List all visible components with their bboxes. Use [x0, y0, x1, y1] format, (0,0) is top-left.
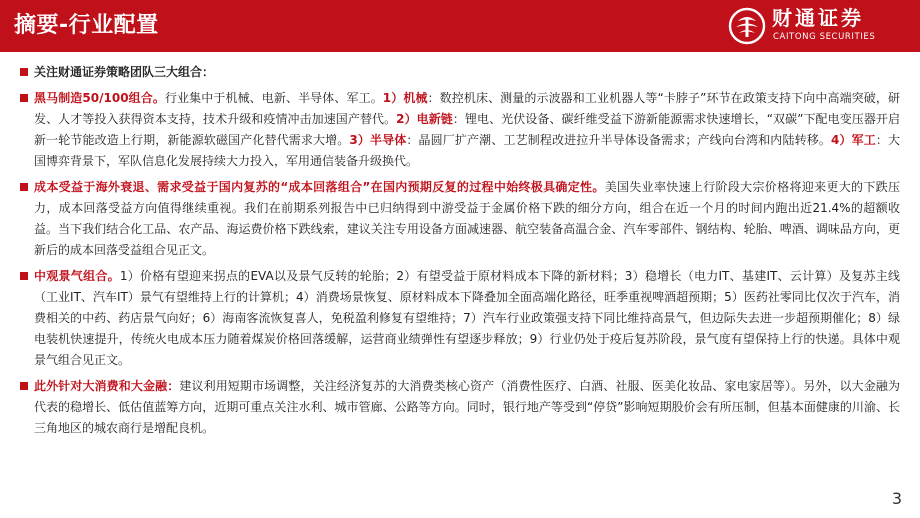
caitong-logo-icon — [728, 7, 766, 45]
bullet-item-cost-decline — [20, 177, 900, 261]
bullet-text: ：晶圆厂扩产潮、工艺制程改进拉升半导体设备需求；产线向台湾和内陆转移。 — [406, 133, 831, 147]
summary-content — [20, 62, 900, 444]
bullet-square-icon — [20, 382, 28, 390]
bullet-text: ：大国博弈背景下，军队信息化发展持续大力投入，军用通信装备升级换代。 — [34, 133, 900, 168]
bullet-text: 1）价格有望迎来拐点的EVA以及景气反转的轮胎；2）有望受益于原材料成本下降的新材料；3）稳增长（电力IT、基建IT、云计算）及复苏主线（工业IT、汽车IT）景气有望维持上行的计算机；4）消费场景恢复、原材料成本下降叠加全面高端化路径，旺季重视啤酒超预期；5）医药社零同比仅次于汽车，消费相关的中药、药店景气向好；6）海南客流恢复喜人，免税盈利修复有望维持；7）汽车行业政策强支持下同比维持高景气，但边际失去进一步超预期催化；8）绿电装机快速提升，传统火电成本压力随着煤炭价格回落缓解，运营商业绩弹性有望逐步释放；9）行业仍处于疫后复苏阶段，景气度有望保持上行的快递。具体中观景气组合见正文。 — [34, 269, 900, 367]
bullet-item-consumption-finance — [20, 376, 900, 439]
logo-chinese-name: 财通证券 — [772, 6, 864, 30]
bullet-item-groups — [20, 62, 900, 83]
caitong-logo — [728, 5, 898, 47]
bullet-lead: 黑马制造50/100组合。 — [34, 91, 165, 105]
bullet-text: 建议利用短期市场调整，关注经济复苏的大消费类核心资产（消费性医疗、白酒、社服、医美化妆品、家电家居等）。另外，以大金融为代表的稳增长、低估值蓝筹方向，近期可重点关注水利、城市管廊、公路等方向。同时，银行地产等受到“停贷”影响短期股价会有所压制，但基本面健康的川渝、长三角地区的城农商行是增配良机。 — [34, 379, 900, 435]
bullet-item-meso-prosperity — [20, 266, 900, 371]
keyword-machinery: 1）机械 — [382, 91, 428, 105]
bullet-text: ：数控机床、测量的示波器和工业机器人等“卡脖子”环节在政策支持下向中高端突破，研发、人才等投入获得资本支持，技术升级和疫情冲击加速国产替代。 — [34, 91, 900, 126]
bullet-text: 美国失业率快速上行阶段大宗价格将迎来更大的下跌压力，成本回落受益方向值得继续重视。我们在前期系列报告中已归纳得到中游受益于金属价格下跌的细分方向，组合在近一个月的时间内跑出近21.4%的超额收益。当下我们结合化工品、农产品、海运费价格下跌线索，建议关注专用设备方面减速器、航空装备高温合金、汽车零部件、钢结构、轮胎、啤酒、调味品方向，更新后的成本回落受益组合见正文。 — [34, 180, 900, 257]
bullet-lead: 关注财通证券策略团队三大组合： — [34, 65, 215, 79]
bullet-lead: 此外针对大消费和大金融： — [34, 379, 180, 393]
bullet-text: ：锂电、光伏设备、碳纤维受益下游新能源需求快速增长，“双碳”下配电变压器开启新一轮节能改造上行期，新能源软磁国产化替代需求大增。 — [34, 112, 900, 147]
page-number: 3 — [891, 489, 902, 508]
bullet-lead: 中观景气组合。 — [34, 269, 120, 283]
bullet-text: 行业集中于机械、电新、半导体、军工。 — [164, 91, 383, 105]
bullet-lead: 成本受益于海外衰退、需求受益于国内复苏的“成本回落组合”在国内预期反复的过程中始终极具确定性。 — [34, 180, 605, 194]
bullet-square-icon — [20, 94, 28, 102]
logo-english-name: CAITONG SECURITIES — [773, 32, 876, 42]
bullet-square-icon — [20, 68, 28, 76]
header-bar — [0, 0, 920, 52]
keyword-semiconductor: 3）半导体 — [349, 133, 407, 147]
page-title: 摘要-行业配置 — [14, 13, 159, 38]
keyword-electric-new-energy: 2）电新链 — [396, 112, 453, 126]
keyword-military: 4）军工 — [830, 133, 876, 147]
bullet-square-icon — [20, 272, 28, 280]
bullet-item-darkhorse — [20, 88, 900, 172]
bullet-square-icon — [20, 183, 28, 191]
